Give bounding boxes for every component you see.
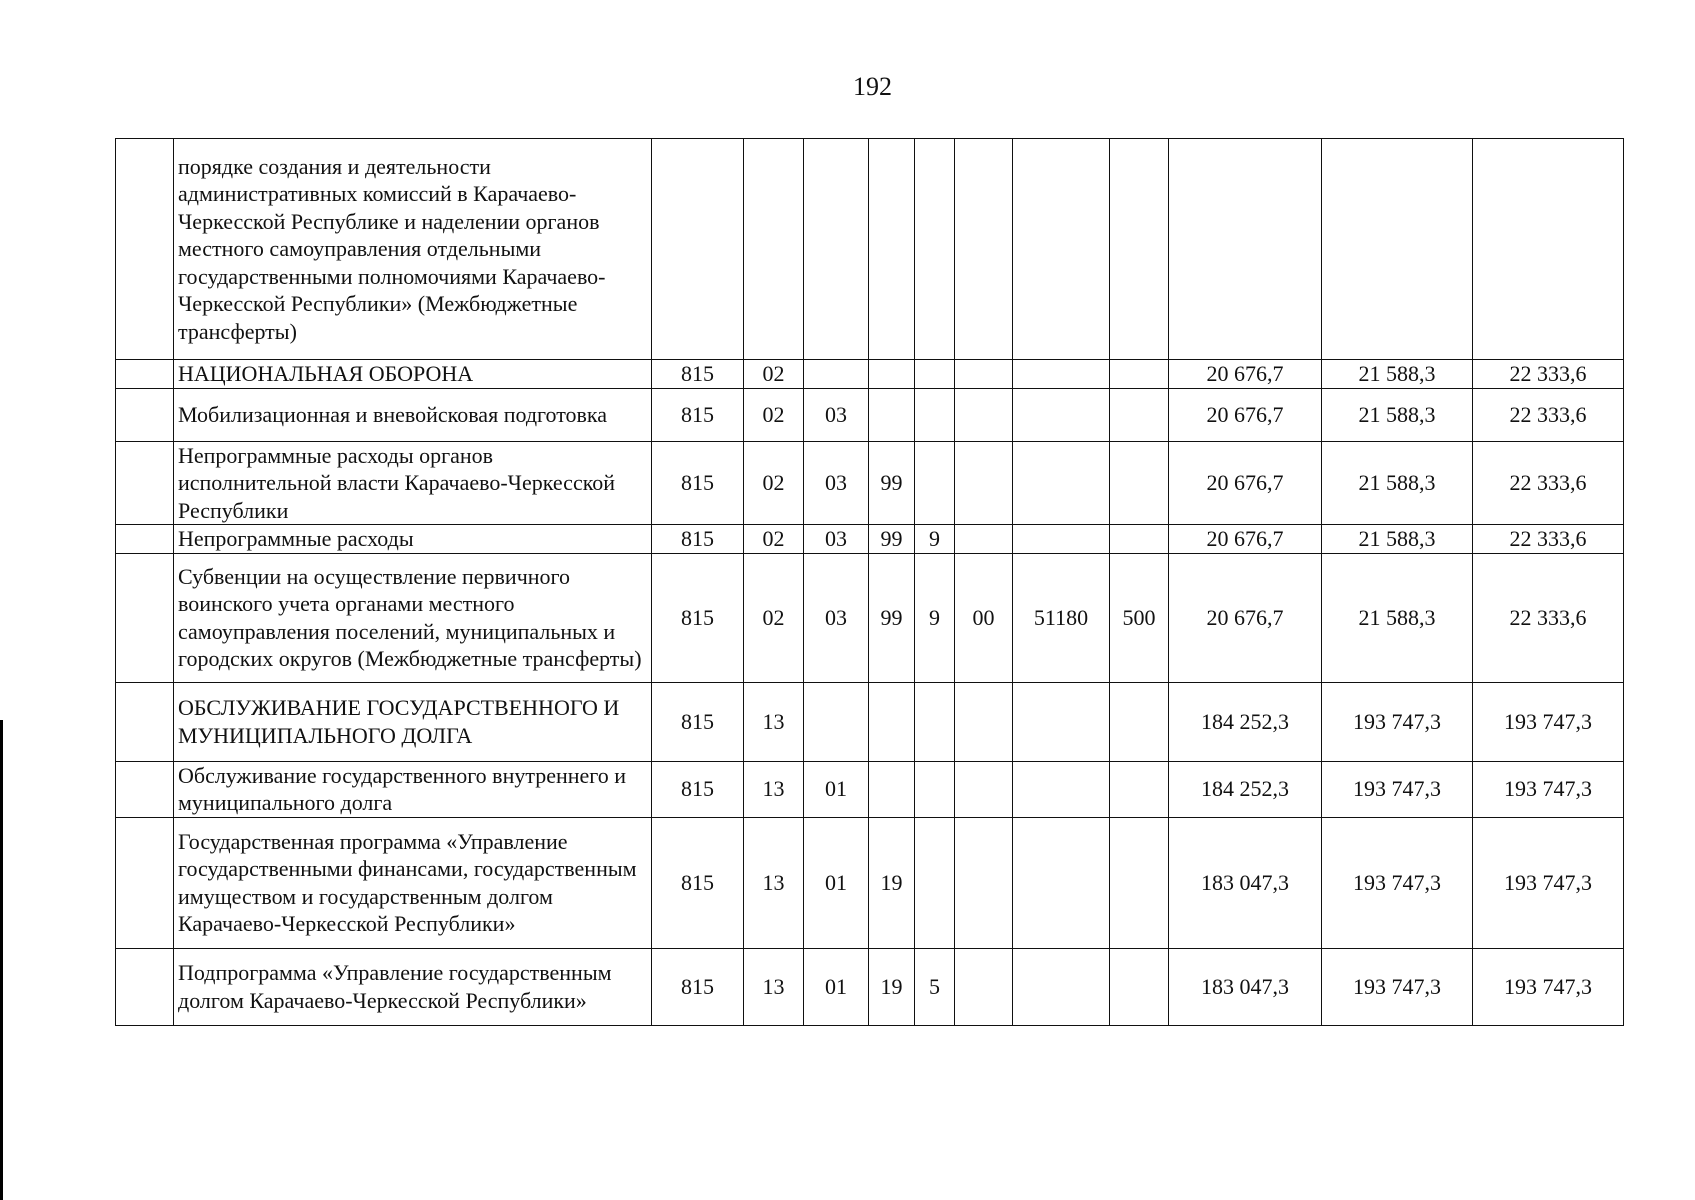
code-pr <box>804 682 869 761</box>
value-year3: 22 333,6 <box>1473 553 1624 682</box>
code-vr <box>1110 525 1169 554</box>
value-year3: 193 747,3 <box>1473 817 1624 948</box>
table-row <box>116 441 1624 525</box>
code-sub <box>915 817 955 948</box>
value-year1: 20 676,7 <box>1169 441 1322 525</box>
code-rz: 02 <box>744 525 804 554</box>
value-year2: 21 588,3 <box>1322 553 1473 682</box>
value-year1: 20 676,7 <box>1169 553 1322 682</box>
code-pr: 03 <box>804 553 869 682</box>
code-sub <box>915 682 955 761</box>
code-prog <box>869 388 915 441</box>
value-year3: 22 333,6 <box>1473 525 1624 554</box>
row-name: Мобилизационная и вневойсковая подготовка <box>174 388 652 441</box>
value-year2: 21 588,3 <box>1322 525 1473 554</box>
code-gr: 815 <box>652 817 744 948</box>
row-index-cell <box>116 682 174 761</box>
code-rz: 13 <box>744 761 804 817</box>
code-dir <box>1013 388 1110 441</box>
value-year1: 20 676,7 <box>1169 360 1322 389</box>
code-vr <box>1110 388 1169 441</box>
value-year3: 193 747,3 <box>1473 682 1624 761</box>
code-pr: 03 <box>804 388 869 441</box>
code-rz: 13 <box>744 682 804 761</box>
code-vr <box>1110 682 1169 761</box>
row-index-cell <box>116 360 174 389</box>
code-dir <box>1013 682 1110 761</box>
code-main <box>955 817 1013 948</box>
code-vr <box>1110 360 1169 389</box>
code-prog <box>869 139 915 360</box>
row-name: Непрограммные расходы органов исполнительной власти Карачаево-Черкесской Республики <box>174 441 652 525</box>
row-index-cell <box>116 525 174 554</box>
code-gr <box>652 139 744 360</box>
value-year2: 193 747,3 <box>1322 948 1473 1025</box>
code-rz: 02 <box>744 388 804 441</box>
code-prog <box>869 682 915 761</box>
table-row <box>116 360 1624 389</box>
scan-edge-line <box>0 720 3 1200</box>
table-body <box>116 139 1624 1026</box>
code-dir <box>1013 948 1110 1025</box>
code-sub <box>915 139 955 360</box>
code-sub <box>915 761 955 817</box>
code-gr: 815 <box>652 360 744 389</box>
code-gr: 815 <box>652 761 744 817</box>
table-row <box>116 139 1624 360</box>
value-year2: 21 588,3 <box>1322 360 1473 389</box>
code-prog: 99 <box>869 441 915 525</box>
code-rz: 02 <box>744 360 804 389</box>
value-year3: 193 747,3 <box>1473 948 1624 1025</box>
table-row <box>116 817 1624 948</box>
value-year1: 20 676,7 <box>1169 525 1322 554</box>
row-name: НАЦИОНАЛЬНАЯ ОБОРОНА <box>174 360 652 389</box>
code-main <box>955 525 1013 554</box>
value-year1: 183 047,3 <box>1169 948 1322 1025</box>
row-index-cell <box>116 761 174 817</box>
value-year3: 22 333,6 <box>1473 388 1624 441</box>
code-pr <box>804 360 869 389</box>
code-dir <box>1013 817 1110 948</box>
code-sub: 9 <box>915 525 955 554</box>
value-year2: 21 588,3 <box>1322 388 1473 441</box>
value-year1: 20 676,7 <box>1169 388 1322 441</box>
code-dir <box>1013 139 1110 360</box>
code-rz: 13 <box>744 948 804 1025</box>
row-index-cell <box>116 139 174 360</box>
code-prog: 99 <box>869 553 915 682</box>
code-vr <box>1110 948 1169 1025</box>
row-name: Субвенции на осуществление первичного воинского учета органами местного самоуправления поселений, муниципальных и городских округов (Межбюджетные трансферты) <box>174 553 652 682</box>
table-row <box>116 761 1624 817</box>
code-gr: 815 <box>652 441 744 525</box>
table-row <box>116 682 1624 761</box>
code-sub: 9 <box>915 553 955 682</box>
row-name: Непрограммные расходы <box>174 525 652 554</box>
code-rz: 13 <box>744 817 804 948</box>
code-main <box>955 682 1013 761</box>
code-pr: 01 <box>804 948 869 1025</box>
code-gr: 815 <box>652 948 744 1025</box>
value-year2: 193 747,3 <box>1322 761 1473 817</box>
code-sub <box>915 388 955 441</box>
code-vr <box>1110 817 1169 948</box>
code-pr: 03 <box>804 441 869 525</box>
row-index-cell <box>116 948 174 1025</box>
value-year1: 184 252,3 <box>1169 682 1322 761</box>
row-index-cell <box>116 817 174 948</box>
code-gr: 815 <box>652 682 744 761</box>
value-year3: 22 333,6 <box>1473 360 1624 389</box>
value-year1: 183 047,3 <box>1169 817 1322 948</box>
code-sub <box>915 360 955 389</box>
code-pr: 03 <box>804 525 869 554</box>
value-year2: 193 747,3 <box>1322 682 1473 761</box>
value-year2 <box>1322 139 1473 360</box>
code-dir <box>1013 441 1110 525</box>
row-index-cell <box>116 388 174 441</box>
value-year2: 193 747,3 <box>1322 817 1473 948</box>
table-row <box>116 388 1624 441</box>
code-prog <box>869 360 915 389</box>
value-year3: 193 747,3 <box>1473 761 1624 817</box>
value-year1 <box>1169 139 1322 360</box>
row-name: Государственная программа «Управление государственными финансами, государственным имуществом и государственным долгом Карачаево-Черкесской Республики» <box>174 817 652 948</box>
code-prog: 19 <box>869 948 915 1025</box>
code-prog: 19 <box>869 817 915 948</box>
table-row <box>116 525 1624 554</box>
code-gr: 815 <box>652 525 744 554</box>
value-year1: 184 252,3 <box>1169 761 1322 817</box>
row-index-cell <box>116 441 174 525</box>
code-pr: 01 <box>804 761 869 817</box>
code-main <box>955 761 1013 817</box>
row-name: Подпрограмма «Управление государственным долгом Карачаево-Черкесской Республики» <box>174 948 652 1025</box>
row-name: Обслуживание государственного внутреннего и муниципального долга <box>174 761 652 817</box>
code-pr <box>804 139 869 360</box>
code-dir <box>1013 761 1110 817</box>
code-main: 00 <box>955 553 1013 682</box>
code-main <box>955 948 1013 1025</box>
code-dir <box>1013 525 1110 554</box>
code-dir <box>1013 360 1110 389</box>
page-number: 192 <box>853 72 892 101</box>
code-main <box>955 441 1013 525</box>
table-row <box>116 553 1624 682</box>
budget-table <box>115 138 1624 1026</box>
code-vr <box>1110 139 1169 360</box>
code-vr <box>1110 761 1169 817</box>
code-vr: 500 <box>1110 553 1169 682</box>
code-dir: 51180 <box>1013 553 1110 682</box>
code-main <box>955 139 1013 360</box>
code-rz: 02 <box>744 553 804 682</box>
row-index-cell <box>116 553 174 682</box>
row-name: порядке создания и деятельности административных комиссий в Карачаево-Черкесской Республике и наделении органов местного самоуправления отдельными государственными полномочиями Карачаево-Черкесской Республики» (Межбюджетные трансферты) <box>174 139 652 360</box>
code-rz: 02 <box>744 441 804 525</box>
table-row <box>116 948 1624 1025</box>
code-sub <box>915 441 955 525</box>
value-year3: 22 333,6 <box>1473 441 1624 525</box>
code-main <box>955 388 1013 441</box>
row-name: ОБСЛУЖИВАНИЕ ГОСУДАРСТВЕННОГО И МУНИЦИПАЛЬНОГО ДОЛГА <box>174 682 652 761</box>
value-year3 <box>1473 139 1624 360</box>
code-gr: 815 <box>652 388 744 441</box>
code-prog <box>869 761 915 817</box>
code-pr: 01 <box>804 817 869 948</box>
code-gr: 815 <box>652 553 744 682</box>
code-vr <box>1110 441 1169 525</box>
code-prog: 99 <box>869 525 915 554</box>
code-rz <box>744 139 804 360</box>
code-main <box>955 360 1013 389</box>
code-sub: 5 <box>915 948 955 1025</box>
value-year2: 21 588,3 <box>1322 441 1473 525</box>
